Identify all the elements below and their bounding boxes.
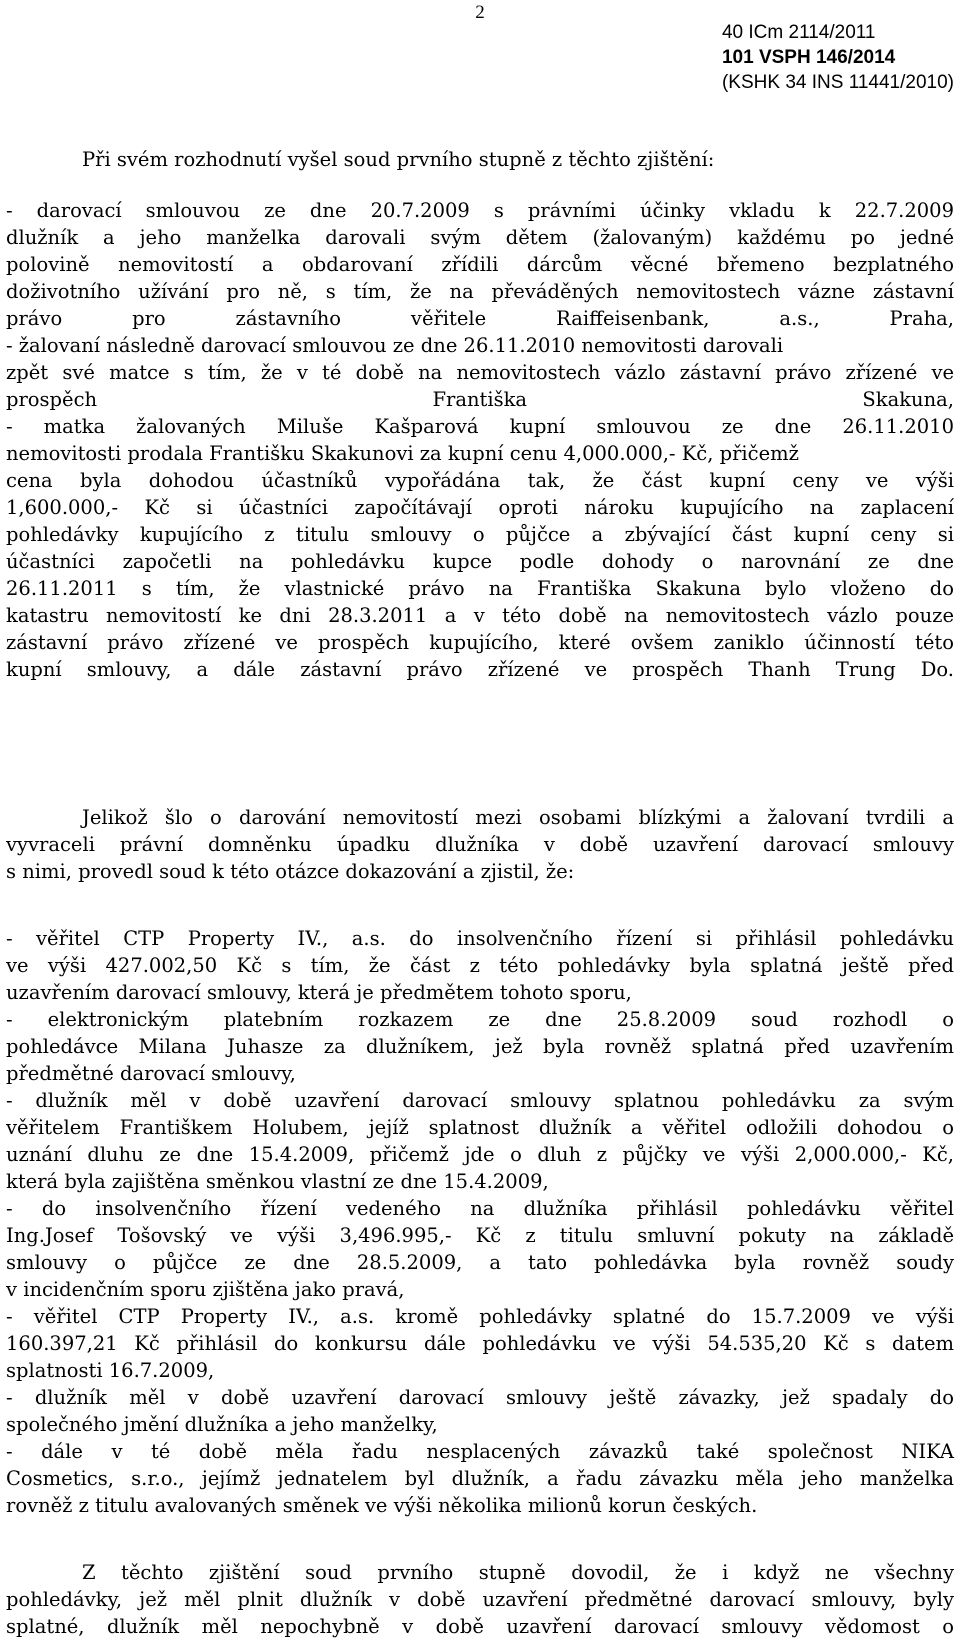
document-body — [6, 146, 954, 1640]
case-number-insolvency: (KSHK 34 INS 11441/2010) — [721, 72, 954, 93]
text-line — [6, 683, 954, 710]
text-line: rovněž z titulu avalovaných směnek ve výši několika milionů korun českých. — [6, 1494, 758, 1517]
paragraph-3 — [6, 1559, 954, 1640]
findings-block-2 — [6, 925, 954, 1519]
text-line: zástavní právo zřízené ve prospěch kupujícího, které ovšem zaniklo účinností této — [6, 631, 954, 654]
text-line: - dále v té době měla řadu nesplacených závazků také společnost NIKA — [6, 1440, 954, 1463]
findings-block-1 — [6, 197, 954, 764]
text-line: uzavřením darovací smlouvy, která je předmětem tohoto sporu, — [6, 981, 632, 1004]
text-line: pohledávky, jež měl plnit dlužník v době uzavření předmětné darovací smlouvy, byly — [6, 1588, 954, 1611]
text-line: - darovací smlouvou ze dne 20.7.2009 s právními účinky vkladu k 22.7.2009 — [6, 199, 954, 222]
intro-line: Při svém rozhodnutí vyšel soud prvního stupně z těchto zjištění: — [82, 148, 715, 171]
text-line: - věřitel CTP Property IV., a.s. kromě pohledávky splatné do 15.7.2009 ve výši — [6, 1305, 954, 1328]
text-line: 160.397,21 Kč přihlásil do konkursu dále pohledávku ve výši 54.535,20 Kč s datem — [6, 1332, 954, 1355]
text-line: ve výši 427.002,50 Kč s tím, že část z této pohledávky byla splatná ještě před — [6, 954, 954, 977]
text-line: Jelikož šlo o darování nemovitostí mezi osobami blízkými a žalovaní tvrdili a — [82, 806, 954, 829]
text-line: Ing.Josef Tošovský ve výši 3,496.995,- Kč z titulu smluvní pokuty na základě — [6, 1224, 954, 1247]
text-line: uznání dluhu ze dne 15.4.2009, přičemž jde o dluh z půjčky ve výši 2,000.000,- Kč, — [6, 1143, 954, 1166]
text-line: cena byla dohodou účastníků vypořádána tak, že část kupní ceny ve výši — [6, 469, 954, 492]
text-line: - matka žalovaných Miluše Kašparová kupní smlouvou ze dne 26.11.2010 — [6, 415, 954, 438]
text-line: společného jmění dlužníka a jeho manželky, — [6, 1413, 438, 1436]
text-line — [6, 737, 954, 764]
case-reference-block — [722, 20, 954, 95]
text-line: kupní smlouvy, a dále zástavní právo zřízené ve prospěch Thanh Trung Do. — [6, 658, 954, 681]
text-line: doživotního užívání pro ně, s tím, že na převáděných nemovitostech vázne zástavní — [6, 280, 954, 303]
text-line: pohledávky kupujícího z titulu smlouvy o půjčce a zbývající část kupní ceny si — [6, 523, 954, 546]
text-line: která byla zajištěna směnkou vlastní ze dne 15.4.2009, — [6, 1170, 549, 1193]
text-line: vyvraceli právní domněnku úpadku dlužníka v době uzavření darovací smlouvy — [6, 833, 954, 856]
text-line: Cosmetics, s.r.o., jejímž jednatelem byl dlužník, a řadu závazku měla jeho manželka — [6, 1467, 954, 1490]
text-line: - dlužník měl v době uzavření darovací smlouvy splatnou pohledávku za svým — [6, 1089, 954, 1112]
text-line: 1,600.000,- Kč si účastníci započítávají oproti nároku kupujícího na zaplacení — [6, 496, 954, 519]
text-line: 26.11.2011 s tím, že vlastnické právo na Františka Skakuna bylo vloženo do — [6, 577, 954, 600]
text-line: - žalovaní následně darovací smlouvou ze dne 26.11.2010 nemovitosti darovali — [6, 334, 784, 357]
text-line: splatné, dlužník měl nepochybně v době uzavření darovací smlouvy vědomost o — [6, 1615, 954, 1638]
text-line — [6, 710, 954, 737]
text-line: smlouvy o půjčce ze dne 28.5.2009, a tato pohledávka byla rovněž soudy — [6, 1251, 954, 1274]
text-line: - věřitel CTP Property IV., a.s. do insolvenčního řízení si přihlásil pohledávku — [6, 927, 954, 950]
text-line: - dlužník měl v době uzavření darovací smlouvy ještě závazky, jež spadaly do — [6, 1386, 954, 1409]
text-line: zpět své matce s tím, že v té době na nemovitostech vázlo zástavní právo zřízené ve — [6, 361, 954, 384]
page-number: 2 — [475, 2, 485, 23]
text-line: s nimi, provedl soud k této otázce dokazování a zjistil, že: — [6, 860, 575, 883]
case-number-primary: 40 ICm 2114/2011 — [721, 22, 876, 43]
text-line: Z těchto zjištění soud prvního stupně dovodil, že i když ne všechny — [82, 1561, 954, 1584]
text-line: polovině nemovitostí a obdarovaní zřídili dárcům věcné břemeno bezplatného — [6, 253, 954, 276]
text-line: nemovitosti prodala Františku Skakunovi za kupní cenu 4,000.000,- Kč, přičemž — [6, 442, 799, 465]
text-line: účastníci započetli na pohledávku kupce podle dohody o narovnání ze dne — [6, 550, 954, 573]
text-line: prospěch Františka Skakuna, — [6, 388, 954, 411]
paragraph-2 — [6, 804, 954, 885]
text-line: pohledávce Milana Juhasze za dlužníkem, jež byla rovněž splatná před uzavřením — [6, 1035, 954, 1058]
case-number-appeal: 101 VSPH 146/2014 — [721, 47, 896, 68]
text-line: právo pro zástavního věřitele Raiffeisenbank, a.s., Praha, — [6, 307, 954, 330]
text-line: dlužník a jeho manželka darovali svým dětem (žalovaným) každému po jedné — [6, 226, 954, 249]
text-line: splatnosti 16.7.2009, — [6, 1359, 215, 1382]
text-line: v incidenčním sporu zjištěna jako pravá, — [6, 1278, 405, 1301]
text-line: předmětné darovací smlouvy, — [6, 1062, 296, 1085]
text-line: - do insolvenčního řízení vedeného na dlužníka přihlásil pohledávku věřitel — [6, 1197, 954, 1220]
text-line: - elektronickým platebním rozkazem ze dne 25.8.2009 soud rozhodl o — [6, 1008, 954, 1031]
text-line: katastru nemovitostí ke dni 28.3.2011 a v této době na nemovitostech vázlo pouze — [6, 604, 954, 627]
text-line: věřitelem Františkem Holubem, jejíž splatnost dlužník a věřitel odložili dohodou o — [6, 1116, 954, 1139]
